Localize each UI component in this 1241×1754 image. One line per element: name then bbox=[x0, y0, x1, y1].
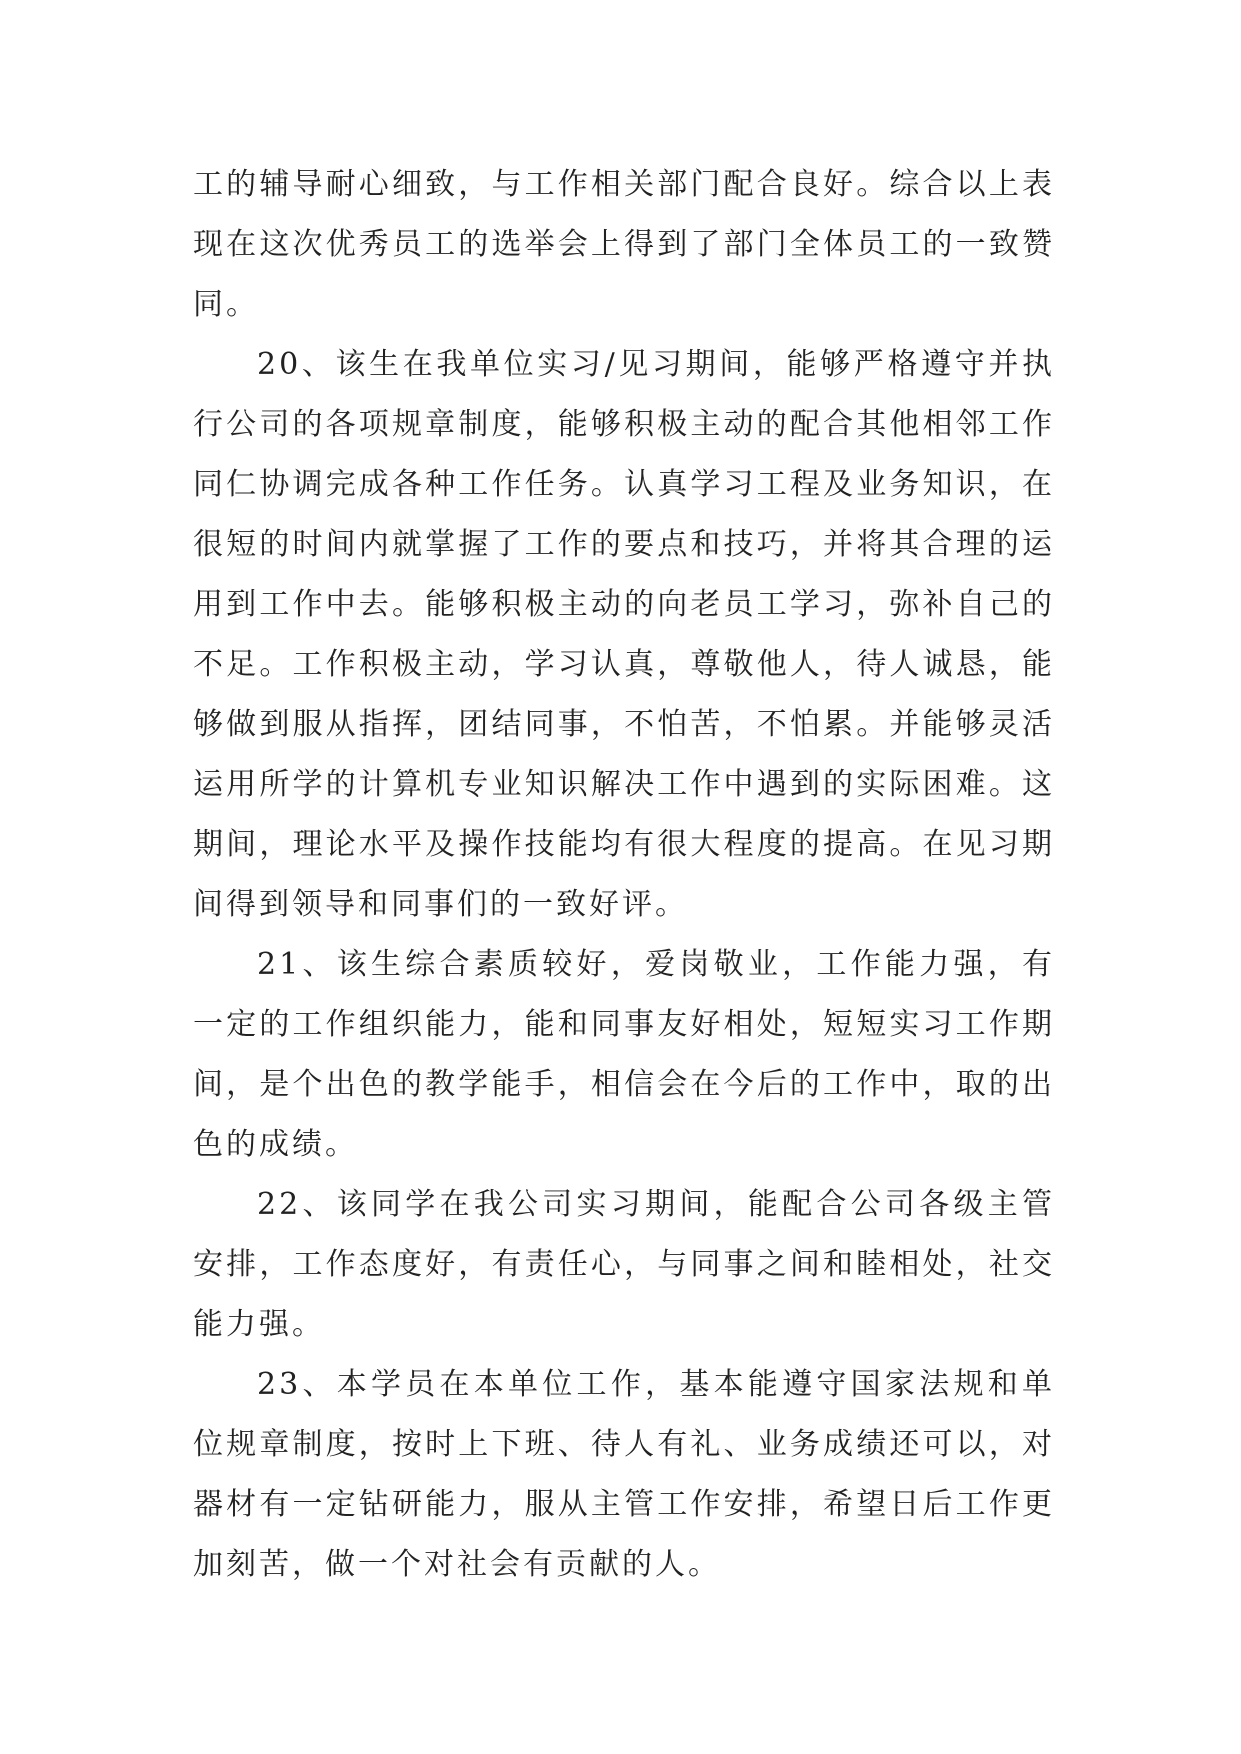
paragraph-item-22: 22、该同学在我公司实习期间，能配合公司各级主管安排，工作态度好，有责任心，与同事之间和睦相处，社交能力强。 bbox=[193, 1187, 1055, 1342]
paragraph-item-23: 23、本学员在本单位工作，基本能遵守国家法规和单位规章制度，按时上下班、待人有礼、业务成绩还可以，对器材有一定钻研能力，服从主管工作安排，希望日后工作更加刻苦，做一个对社会有贡献的人。 bbox=[193, 1367, 1055, 1582]
paragraph-continuation: 工的辅导耐心细致，与工作相关部门配合良好。综合以上表现在这次优秀员工的选举会上得到了部门全体员工的一致赞同。 bbox=[193, 167, 1055, 322]
paragraph-item-21: 21、该生综合素质较好，爱岗敬业，工作能力强，有一定的工作组织能力，能和同事友好相处，短短实习工作期间，是个出色的教学能手，相信会在今后的工作中，取的出色的成绩。 bbox=[193, 947, 1055, 1162]
document-body bbox=[193, 155, 1055, 1595]
paragraph-item-20: 20、该生在我单位实习/见习期间，能够严格遵守并执行公司的各项规章制度，能够积极主动的配合其他相邻工作同仁协调完成各种工作任务。认真学习工程及业务知识，在很短的时间内就掌握了工作的要点和技巧，并将其合理的运用到工作中去。能够积极主动的向老员工学习，弥补自己的不足。工作积极主动，学习认真，尊敬他人，待人诚恳，能够做到服从指挥，团结同事，不怕苦，不怕累。并能够灵活运用所学的计算机专业知识解决工作中遇到的实际困难。这期间，理论水平及操作技能均有很大程度的提高。在见习期间得到领导和同事们的一致好评。 bbox=[193, 347, 1055, 922]
